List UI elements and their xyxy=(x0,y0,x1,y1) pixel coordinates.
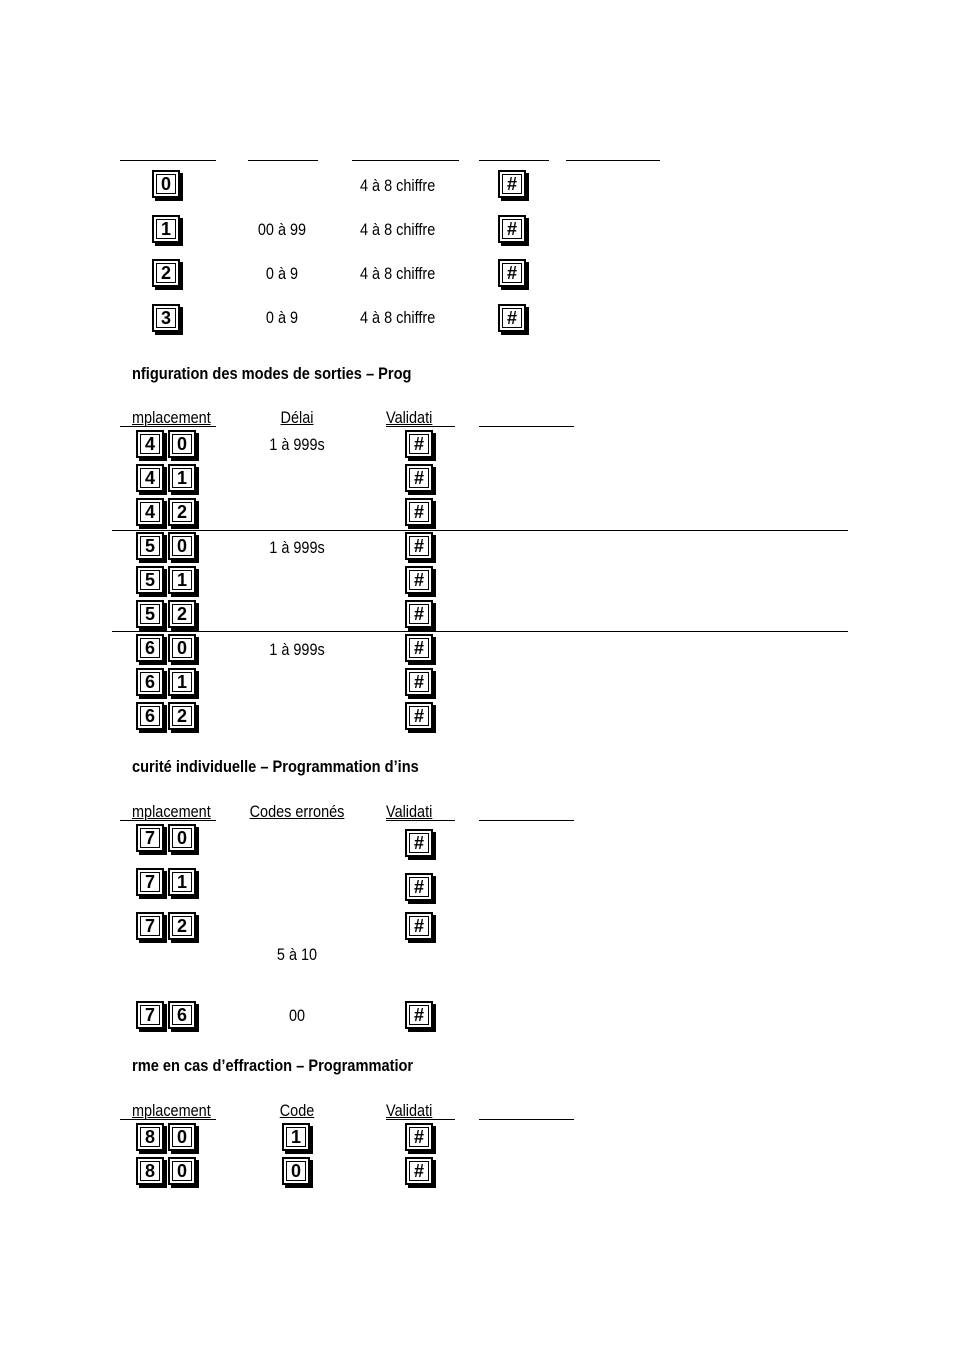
key-1 xyxy=(152,215,180,243)
hash-key xyxy=(405,634,433,662)
key-label: # xyxy=(409,916,429,936)
header-rule xyxy=(352,160,459,161)
hash-key xyxy=(405,566,433,594)
key-label: # xyxy=(409,570,429,590)
hash-key xyxy=(405,1123,433,1151)
key-label: 4 xyxy=(140,434,160,454)
key-label: 0 xyxy=(172,1161,192,1181)
key-label: 2 xyxy=(172,706,192,726)
header-rule xyxy=(120,160,216,161)
header-delay: Délai xyxy=(280,408,314,427)
range-cell: 00 à 99 xyxy=(257,220,307,239)
key-label: # xyxy=(409,468,429,488)
hash-key xyxy=(405,1157,433,1185)
range-cell: 0 à 9 xyxy=(265,308,299,327)
key-label: 7 xyxy=(140,916,160,936)
header-validation: Validati xyxy=(386,1101,433,1120)
key-label: # xyxy=(502,174,522,194)
key-label: # xyxy=(409,672,429,692)
key-first-digit xyxy=(136,464,164,492)
delay-cell: 1 à 999s xyxy=(269,435,325,454)
key-label: 1 xyxy=(172,570,192,590)
header-rule xyxy=(386,426,455,427)
code-key xyxy=(282,1157,310,1185)
key-label: # xyxy=(409,604,429,624)
key-second-digit xyxy=(168,634,196,662)
key-first-digit xyxy=(136,566,164,594)
digits-cell: 4 à 8 chiffre xyxy=(360,220,436,239)
header-rule xyxy=(120,426,216,427)
key-label: 2 xyxy=(172,604,192,624)
key-second-digit xyxy=(168,498,196,526)
key-second-digit xyxy=(168,532,196,560)
key-label: 5 xyxy=(140,604,160,624)
section-title: nfiguration des modes de sorties – Prog xyxy=(132,364,412,383)
key-label: 6 xyxy=(140,638,160,658)
key-label: 0 xyxy=(172,434,192,454)
key-first-digit xyxy=(136,430,164,458)
delay-cell: 1 à 999s xyxy=(269,640,325,659)
header-validation: Validati xyxy=(386,408,433,427)
key-first-digit xyxy=(136,634,164,662)
key-second-digit xyxy=(168,868,196,896)
group-divider xyxy=(112,530,848,531)
key-label: # xyxy=(409,877,429,897)
key-label: 0 xyxy=(172,536,192,556)
hash-key xyxy=(405,430,433,458)
key-label: 7 xyxy=(140,872,160,892)
key-first-digit xyxy=(136,702,164,730)
section-title: curité individuelle – Programmation d’ins xyxy=(132,757,419,776)
hash-key xyxy=(498,304,526,332)
key-label: # xyxy=(409,1127,429,1147)
key-label: 6 xyxy=(140,706,160,726)
key-label: # xyxy=(409,1161,429,1181)
key-label: 2 xyxy=(172,502,192,522)
hash-key xyxy=(405,1001,433,1029)
header-rule xyxy=(566,160,660,161)
key-second-digit xyxy=(168,566,196,594)
key-label: # xyxy=(409,1005,429,1025)
key-second-digit xyxy=(168,1123,196,1151)
key-second-digit xyxy=(168,1157,196,1185)
key-label: # xyxy=(502,308,522,328)
hash-key xyxy=(405,464,433,492)
header-rule xyxy=(248,160,318,161)
key-first-digit xyxy=(136,868,164,896)
key-label: 5 xyxy=(140,536,160,556)
hash-key xyxy=(405,873,433,901)
key-label: 0 xyxy=(172,638,192,658)
header-rule xyxy=(479,426,574,427)
key-label: 0 xyxy=(172,1127,192,1147)
key-label: 6 xyxy=(140,672,160,692)
key-2 xyxy=(152,259,180,287)
key-label: 7 xyxy=(140,828,160,848)
header-location: mplacement xyxy=(132,1101,211,1120)
key-first-digit xyxy=(136,824,164,852)
key-0 xyxy=(152,170,180,198)
digits-cell: 4 à 8 chiffre xyxy=(360,264,436,283)
hash-key xyxy=(405,829,433,857)
hash-key xyxy=(405,600,433,628)
key-label: 0 xyxy=(286,1161,306,1181)
header-rule xyxy=(479,160,549,161)
key-label: # xyxy=(409,434,429,454)
key-label: 5 xyxy=(140,570,160,590)
key-label: # xyxy=(409,833,429,853)
key-label: 8 xyxy=(140,1127,160,1147)
hash-key xyxy=(498,259,526,287)
key-first-digit xyxy=(136,1157,164,1185)
hash-key xyxy=(405,532,433,560)
header-rule xyxy=(479,820,574,821)
key-second-digit xyxy=(168,430,196,458)
key-label: 1 xyxy=(156,219,176,239)
key-label: 2 xyxy=(172,916,192,936)
key-first-digit xyxy=(136,1001,164,1029)
hash-key xyxy=(498,170,526,198)
key-label: 0 xyxy=(172,828,192,848)
key-label: # xyxy=(409,536,429,556)
key-label: # xyxy=(502,263,522,283)
header-codes: Codes erronés xyxy=(249,802,345,821)
section-title: rme en cas d’effraction – Programmatior xyxy=(132,1056,414,1075)
key-label: 8 xyxy=(140,1161,160,1181)
key-label: # xyxy=(409,638,429,658)
value-cell: 00 xyxy=(288,1006,306,1025)
header-location: mplacement xyxy=(132,802,211,821)
key-label: 1 xyxy=(172,872,192,892)
header-validation: Validati xyxy=(386,802,433,821)
hash-key xyxy=(405,668,433,696)
key-second-digit xyxy=(168,1001,196,1029)
key-label: 1 xyxy=(286,1127,306,1147)
key-label: 0 xyxy=(156,174,176,194)
key-second-digit xyxy=(168,600,196,628)
key-label: 3 xyxy=(156,308,176,328)
delay-cell: 1 à 999s xyxy=(269,538,325,557)
hash-key xyxy=(498,215,526,243)
key-first-digit xyxy=(136,912,164,940)
key-first-digit xyxy=(136,498,164,526)
header-rule xyxy=(120,1119,216,1120)
key-second-digit xyxy=(168,702,196,730)
hash-key xyxy=(405,912,433,940)
header-location: mplacement xyxy=(132,408,211,427)
key-label: 1 xyxy=(172,468,192,488)
key-label: 1 xyxy=(172,672,192,692)
hash-key xyxy=(405,702,433,730)
key-first-digit xyxy=(136,532,164,560)
key-label: # xyxy=(502,219,522,239)
key-second-digit xyxy=(168,464,196,492)
key-label: 7 xyxy=(140,1005,160,1025)
range-note: 5 à 10 xyxy=(276,945,318,964)
digits-cell: 4 à 8 chiffre xyxy=(360,308,436,327)
key-second-digit xyxy=(168,912,196,940)
header-rule xyxy=(120,820,216,821)
key-label: 4 xyxy=(140,468,160,488)
header-rule xyxy=(386,1119,455,1120)
header-code: Code xyxy=(279,1101,315,1120)
key-first-digit xyxy=(136,1123,164,1151)
key-3 xyxy=(152,304,180,332)
key-second-digit xyxy=(168,824,196,852)
digits-cell: 4 à 8 chiffre xyxy=(360,176,436,195)
key-label: 4 xyxy=(140,502,160,522)
group-divider xyxy=(112,631,848,632)
range-cell: 0 à 9 xyxy=(265,264,299,283)
key-label: # xyxy=(409,706,429,726)
header-rule xyxy=(479,1119,574,1120)
key-first-digit xyxy=(136,668,164,696)
hash-key xyxy=(405,498,433,526)
key-label: 2 xyxy=(156,263,176,283)
header-rule xyxy=(386,820,455,821)
key-label: 6 xyxy=(172,1005,192,1025)
key-second-digit xyxy=(168,668,196,696)
key-first-digit xyxy=(136,600,164,628)
key-label: # xyxy=(409,502,429,522)
code-key xyxy=(282,1123,310,1151)
